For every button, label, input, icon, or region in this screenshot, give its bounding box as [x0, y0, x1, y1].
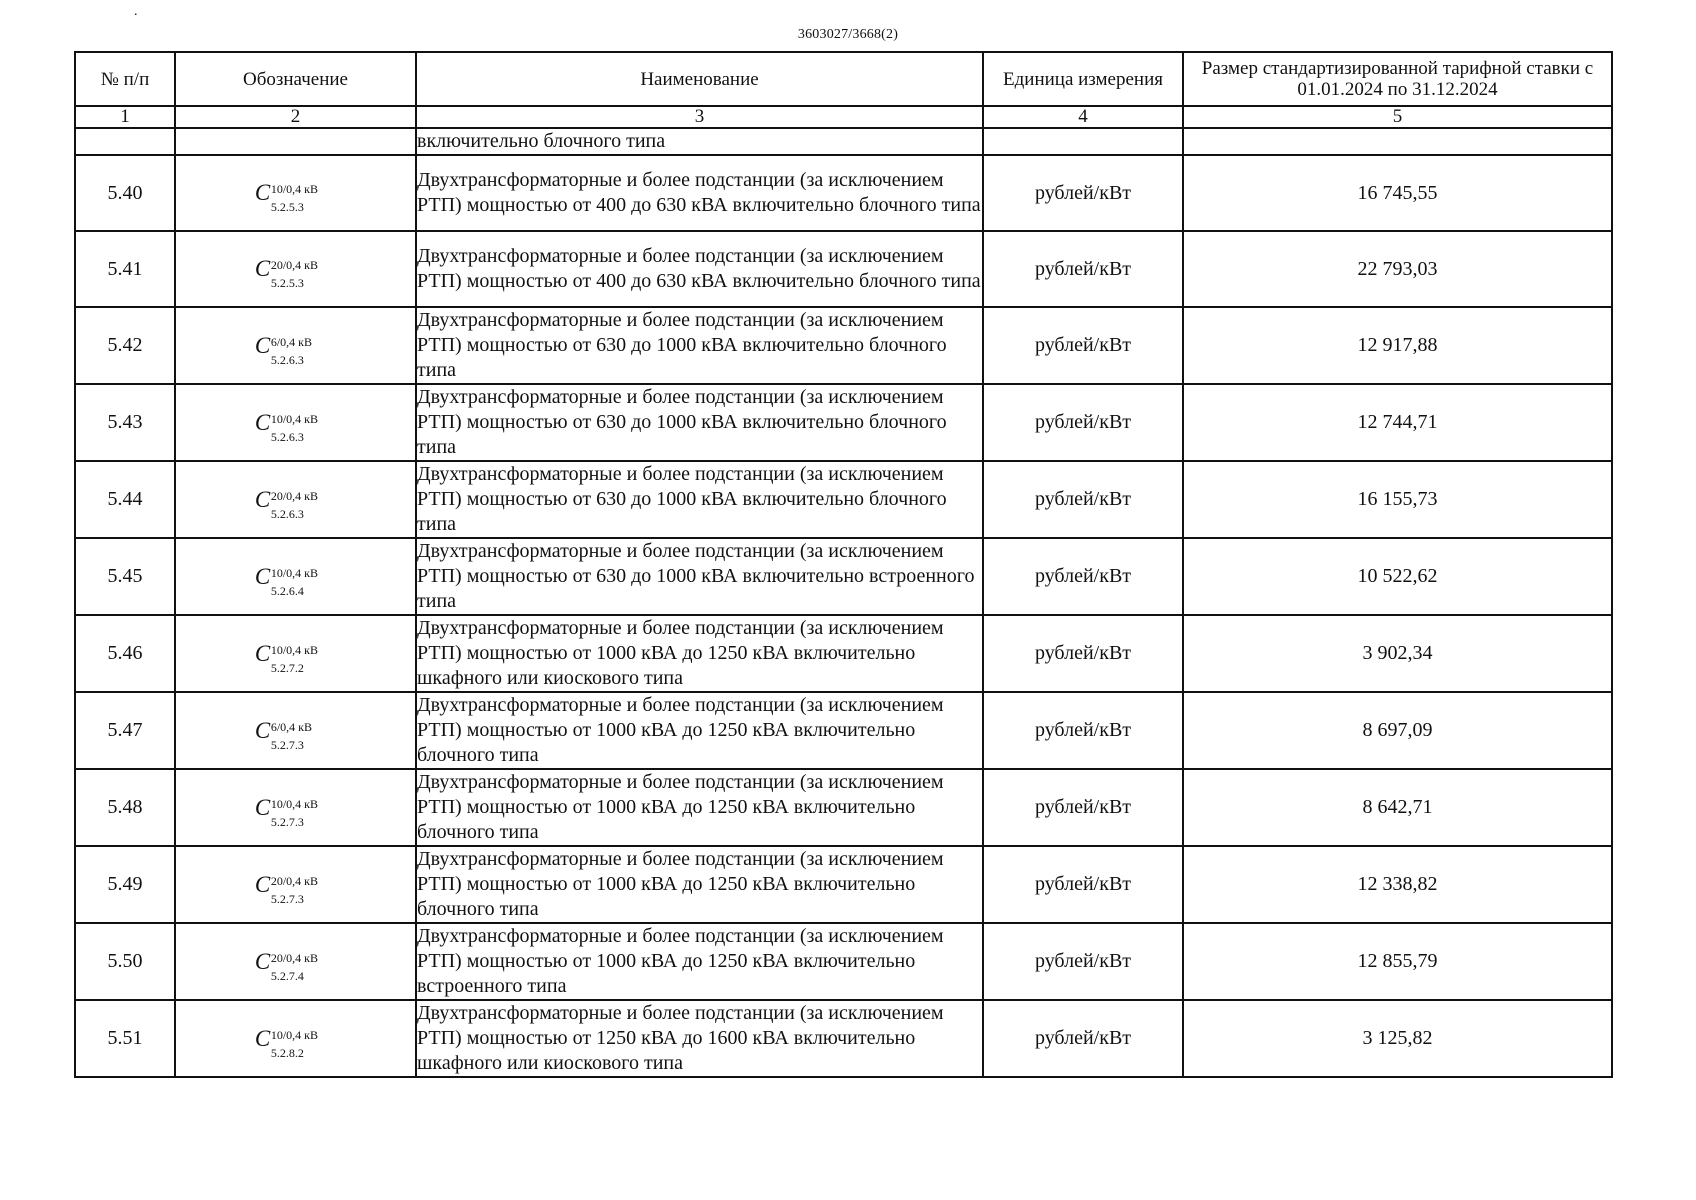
header-name: Наименование: [416, 52, 983, 106]
row-name: Двухтрансформаторные и более подстанции (за исключением РТП) мощностью от 400 до 630 кВА включительно блочного типа: [416, 231, 983, 307]
tariff-table: [74, 51, 1613, 1078]
row-number: 5.48: [75, 769, 175, 846]
row-unit: рублей/кВт: [983, 846, 1183, 923]
designation-voltage: 10/0,4 кВ: [270, 411, 318, 426]
row-designation: [175, 769, 416, 846]
designation-voltage: 20/0,4 кВ: [270, 488, 318, 503]
table-row: [75, 615, 1612, 692]
table-row: [75, 1000, 1612, 1077]
row-name: Двухтрансформаторные и более подстанции (за исключением РТП) мощностью от 1000 кВА до 1250 кВА включительно встроенного типа: [416, 923, 983, 1000]
row-number: 5.47: [75, 692, 175, 769]
row-name: Двухтрансформаторные и более подстанции (за исключением РТП) мощностью от 1000 кВА до 1250 кВА включительно блочного типа: [416, 692, 983, 769]
designation-voltage: 20/0,4 кВ: [270, 258, 318, 272]
designation-code: 5.2.5.3: [270, 276, 304, 290]
designation-symbol: C 10/0,4 кВ 5.2.8.2: [255, 1024, 336, 1054]
designation-symbol: C 10/0,4 кВ 5.2.5.3: [255, 178, 336, 208]
row-unit: рублей/кВт: [983, 461, 1183, 538]
designation-voltage: 6/0,4 кВ: [270, 334, 312, 349]
row-name: Двухтрансформаторные и более подстанции (за исключением РТП) мощностью от 1000 кВА до 1250 кВА включительно блочного типа: [416, 769, 983, 846]
row-rate: 12 744,71: [1183, 384, 1612, 461]
designation-code: 5.2.7.3: [270, 814, 304, 829]
row-rate: 10 522,62: [1183, 538, 1612, 615]
row-designation: [175, 846, 416, 923]
row-designation: [175, 231, 416, 307]
header-unit: Единица измерения: [983, 52, 1183, 106]
table-row: [75, 692, 1612, 769]
row-rate: 12 917,88: [1183, 307, 1612, 384]
header-rate: Размер стандартизированной тарифной ставки с 01.01.2024 по 31.12.2024: [1183, 52, 1612, 106]
column-number: 5: [1183, 106, 1612, 128]
designation-code: 5.2.6.3: [270, 506, 304, 521]
row-number: 5.43: [75, 384, 175, 461]
table-header-row: [75, 52, 1612, 106]
row-name: Двухтрансформаторные и более подстанции (за исключением РТП) мощностью от 1000 кВА до 1250 кВА включительно блочного типа: [416, 846, 983, 923]
table-row: [75, 461, 1612, 538]
header-designation: Обозначение: [175, 52, 416, 106]
designation-symbol: C 10/0,4 кВ 5.2.7.3: [255, 793, 336, 823]
column-number: 2: [175, 106, 416, 128]
row-name: Двухтрансформаторные и более подстанции (за исключением РТП) мощностью от 630 до 1000 кВА включительно встроенного типа: [416, 538, 983, 615]
row-name: Двухтрансформаторные и более подстанции (за исключением РТП) мощностью от 1250 кВА до 1600 кВА включительно шкафного или киоскового типа: [416, 1000, 983, 1077]
designation-voltage: 10/0,4 кВ: [270, 796, 318, 811]
designation-symbol: C 20/0,4 кВ 5.2.7.4: [255, 947, 336, 977]
designation-code: 5.2.7.3: [270, 891, 304, 906]
row-rate: 8 642,71: [1183, 769, 1612, 846]
row-number: 5.42: [75, 307, 175, 384]
continuation-text: включительно блочного типа: [416, 128, 983, 155]
row-rate: 3 125,82: [1183, 1000, 1612, 1077]
row-number: 5.44: [75, 461, 175, 538]
designation-voltage: 10/0,4 кВ: [270, 182, 318, 196]
row-designation: [175, 1000, 416, 1077]
table-row: [75, 231, 1612, 307]
row-unit: рублей/кВт: [983, 1000, 1183, 1077]
row-rate: 8 697,09: [1183, 692, 1612, 769]
column-number: 3: [416, 106, 983, 128]
row-number: 5.50: [75, 923, 175, 1000]
column-number: 1: [75, 106, 175, 128]
row-designation: [175, 538, 416, 615]
row-name: Двухтрансформаторные и более подстанции (за исключением РТП) мощностью от 630 до 1000 кВА включительно блочного типа: [416, 384, 983, 461]
continuation-row: [75, 128, 1612, 155]
row-unit: рублей/кВт: [983, 692, 1183, 769]
row-number: 5.40: [75, 155, 175, 231]
row-unit: рублей/кВт: [983, 307, 1183, 384]
row-rate: 12 855,79: [1183, 923, 1612, 1000]
designation-code: 5.2.7.3: [270, 737, 304, 752]
row-unit: рублей/кВт: [983, 155, 1183, 231]
row-number: 5.45: [75, 538, 175, 615]
row-number: 5.46: [75, 615, 175, 692]
designation-voltage: 20/0,4 кВ: [270, 873, 318, 888]
column-numbers-row: [75, 106, 1612, 128]
header-number: № п/п: [75, 52, 175, 106]
designation-code: 5.2.7.4: [270, 968, 304, 983]
row-unit: рублей/кВт: [983, 384, 1183, 461]
table-row: [75, 769, 1612, 846]
row-number: 5.51: [75, 1000, 175, 1077]
table-row: [75, 307, 1612, 384]
scan-speck: .: [134, 4, 138, 19]
designation-code: 5.2.6.3: [270, 429, 304, 444]
table-row: [75, 384, 1612, 461]
table-row: [75, 846, 1612, 923]
row-name: Двухтрансформаторные и более подстанции (за исключением РТП) мощностью от 630 до 1000 кВА включительно блочного типа: [416, 307, 983, 384]
row-rate: 3 902,34: [1183, 615, 1612, 692]
row-rate: 22 793,03: [1183, 231, 1612, 307]
designation-code: 5.2.5.3: [270, 200, 304, 214]
row-number: 5.41: [75, 231, 175, 307]
row-rate: 16 745,55: [1183, 155, 1612, 231]
row-designation: [175, 692, 416, 769]
row-unit: рублей/кВт: [983, 231, 1183, 307]
designation-symbol: C 10/0,4 кВ 5.2.6.3: [255, 408, 336, 438]
row-unit: рублей/кВт: [983, 769, 1183, 846]
row-rate: 12 338,82: [1183, 846, 1612, 923]
row-unit: рублей/кВт: [983, 615, 1183, 692]
designation-voltage: 10/0,4 кВ: [270, 565, 318, 580]
row-designation: [175, 615, 416, 692]
designation-code: 5.2.6.3: [270, 352, 304, 367]
row-designation: [175, 307, 416, 384]
row-number: 5.49: [75, 846, 175, 923]
designation-voltage: 10/0,4 кВ: [270, 1027, 318, 1042]
row-designation: [175, 384, 416, 461]
designation-code: 5.2.8.2: [270, 1045, 304, 1060]
row-name: Двухтрансформаторные и более подстанции (за исключением РТП) мощностью от 630 до 1000 кВА включительно блочного типа: [416, 461, 983, 538]
designation-code: 5.2.6.4: [270, 583, 304, 598]
designation-symbol: C 20/0,4 кВ 5.2.5.3: [255, 254, 336, 284]
row-name: Двухтрансформаторные и более подстанции (за исключением РТП) мощностью от 1000 кВА до 1250 кВА включительно шкафного или киоскового типа: [416, 615, 983, 692]
designation-voltage: 6/0,4 кВ: [270, 719, 312, 734]
row-designation: [175, 461, 416, 538]
row-name: Двухтрансформаторные и более подстанции (за исключением РТП) мощностью от 400 до 630 кВА включительно блочного типа: [416, 155, 983, 231]
designation-symbol: C 20/0,4 кВ 5.2.7.3: [255, 870, 336, 900]
designation-code: 5.2.7.2: [270, 660, 304, 675]
row-unit: рублей/кВт: [983, 538, 1183, 615]
row-designation: [175, 155, 416, 231]
row-designation: [175, 923, 416, 1000]
table-row: [75, 538, 1612, 615]
designation-voltage: 20/0,4 кВ: [270, 950, 318, 965]
designation-symbol: C 10/0,4 кВ 5.2.7.2: [255, 639, 336, 669]
column-number: 4: [983, 106, 1183, 128]
row-rate: 16 155,73: [1183, 461, 1612, 538]
table-row: [75, 923, 1612, 1000]
designation-symbol: C 6/0,4 кВ 5.2.6.3: [255, 331, 336, 361]
document-number: 3603027/3668(2): [797, 27, 899, 42]
designation-voltage: 10/0,4 кВ: [270, 642, 318, 657]
table-row: [75, 155, 1612, 231]
row-unit: рублей/кВт: [983, 923, 1183, 1000]
designation-symbol: C 10/0,4 кВ 5.2.6.4: [255, 562, 336, 592]
designation-symbol: C 6/0,4 кВ 5.2.7.3: [255, 716, 336, 746]
designation-symbol: C 20/0,4 кВ 5.2.6.3: [255, 485, 336, 515]
